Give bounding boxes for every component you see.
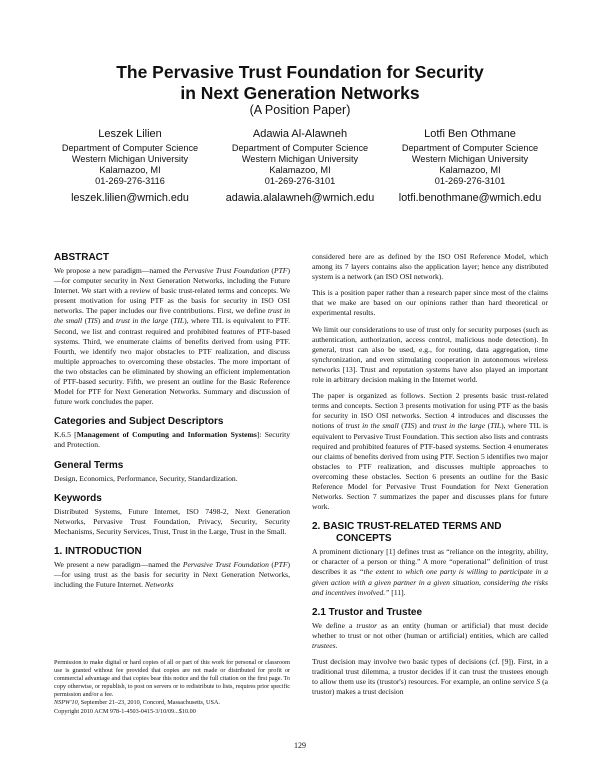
introduction-heading: 1. INTRODUCTION: [54, 545, 142, 557]
author-city: Kalamazoo, MI: [99, 165, 161, 175]
paragraph: We define a trustor as an entity (human or artificial) that must decide whether to trust or not other (human or artificial) entities, which are called trustees.: [312, 620, 548, 650]
conference-line: NSPW'10, September 21–23, 2010, Concord, Massachusetts, USA.: [54, 699, 220, 707]
author-univ: Western Michigan University: [241, 154, 359, 164]
categories-text: K.6.5 [Management of Computing and Information Systems]: Security and Protection.: [54, 430, 291, 450]
author-phone: 01-269-276-3101: [264, 176, 336, 186]
paper-title-line1: The Pervasive Trust Foundation for Security: [116, 62, 484, 82]
keywords-heading: Keywords: [54, 492, 102, 504]
section-2-text: A prominent dictionary [1] defines trust as “reliance on the integrity, ability, or character of a person or thing.” A more “operational” definition of trust describes it as “the extent to which one party is willing to participate in a given action with a given partner in a given situation, considering the risks and incentives involved.” [11].: [312, 547, 548, 597]
paragraph: considered here are as defined by the ISO OSI Reference Model, which among its 7 layers contains also the application layer; hence any distributed system is a network (an ISO OSI network).: [312, 252, 548, 282]
author-city: Kalamazoo, MI: [439, 165, 501, 175]
paragraph: This is a position paper rather than a research paper since most of the claims that we make are based on our opinions rather than hard theoretical or experimental results.: [312, 288, 548, 318]
author-block-3: [385, 127, 555, 204]
categories-heading: Categories and Subject Descriptors: [54, 416, 224, 428]
abstract-heading: ABSTRACT: [54, 252, 109, 263]
permission-text: Permission to make digital or hard copies of all or part of this work for personal or classroom use is granted without fee provided that copies are not made or distributed for profit or commercial advantage and that copies bear this notice and the full citation on the first page. To copy otherwise, or republish, to post on servers or to redistribute to lists, requires prior specific permission and/or a fee.: [54, 659, 290, 699]
introduction-text: We present a new paradigm—named the Pervasive Trust Foundation (PTF)—for using trust as the basis for security in Next Generation Networks, including the Future Internet. Networks: [54, 559, 291, 590]
author-univ: Western Michigan University: [411, 154, 529, 164]
author-dept: Department of Computer Science: [231, 143, 369, 153]
page-number: 129: [294, 741, 306, 750]
author-name: Adawia Al-Alawneh: [252, 128, 348, 140]
author-name: Leszek Lilien: [98, 128, 162, 140]
author-email[interactable]: leszek.lilien@wmich.edu: [71, 192, 189, 204]
author-name: Lotfi Ben Othmane: [424, 128, 516, 140]
author-city: Kalamazoo, MI: [269, 165, 331, 175]
general-terms-heading: General Terms: [54, 459, 124, 471]
author-phone: 01-269-276-3101: [434, 176, 506, 186]
author-email[interactable]: adawia.alalawneh@wmich.edu: [225, 192, 375, 204]
paper-title-line2: in Next Generation Networks: [180, 83, 420, 103]
author-univ: Western Michigan University: [71, 154, 189, 164]
author-phone: 01-269-276-3116: [95, 176, 165, 186]
paragraph: The paper is organized as follows. Section 2 presents basic trust-related terms and concepts. Section 3 presents motivation for using PTF as the basis for security in ISO OSI networks. Section 4 introduces and discusses the notions of trust in the small (TIS) and trust in the large (TIL), where TIL is equivalent to Pervasive Trust Foundation. This section also lists and contrasts required and prohibited features of PTF-based systems. Section 4 enumerates our claims of benefits derived from using PTF. Section 5 identifies two major obstacles to PTF realization, and discusses multiple approaches to overcoming these obstacles. Section 6 presents an outline for the Basic Reference Model for Pervasive Trust Foundation for Next Generation Networks. Section 7 summarizes the paper and discusses plans for future work.: [312, 391, 548, 512]
keywords-text: Distributed Systems, Future Internet, ISO 7498-2, Next Generation Networks, Pervasive Trust Foundation, Privacy, Security, Security Mechanisms, Security Services, Trust, Trust in the Large, Trust in the Small.: [54, 506, 290, 536]
abstract-text: We propose a new paradigm—named the Pervasive Trust Foundation (PTF)—for computer security in Next Generation Networks, including the Future Internet. We start with a review of basic trust-related terms and concepts. We present motivation for using PTF as the basis for security in ISO OSI networks. The paper includes our five contributions. First, we define trust in the small (TIS) and trust in the large (TIL), where TIL is equivalent to PTF. Second, we list and contrast required and prohibited features of PTF-based systems. Third, we enumerate claims of benefits derived from using PTF. Fourth, we identify two major obstacles to PTF realization, and discuss multiple approaches to overcoming these obstacles. The more important of the two obstacles can be eliminated by showing an efficient implementation of PTF-based security. Fifth, we present an outline for the Basic Reference Model for PTF for Next Generation Networks. Summary and discussion of future work concludes the paper.: [54, 266, 290, 407]
author-dept: Department of Computer Science: [401, 143, 539, 153]
paragraph: Trust decision may involve two basic types of decisions (cf. [9]). First, in a traditional trust dilemma, a trustor decides if it can trust the trustees enough to allow them use its (trustor's) resources. For example, an online service S (a trustor) makes a trust decision: [312, 657, 548, 697]
paper-subtitle: (A Position Paper): [249, 103, 351, 117]
left-column: [54, 252, 290, 596]
author-block-2: [215, 127, 385, 204]
copyright-line: Copyright 2010 ACM 978-1-4503-0415-3/10/09...$10.00: [54, 707, 196, 715]
author-block-1: [45, 127, 215, 204]
paper-title: [0, 62, 600, 104]
permission-notice: [54, 659, 290, 716]
author-dept: Department of Computer Science: [61, 143, 199, 153]
right-column: [312, 252, 548, 703]
paragraph: We limit our considerations to use of trust only for security purposes (such as authentication, authorization, access control, malicious node detection). In general, trust can also be used, e.g., for routing, data aggregation, time synchronization, and even stimulating cooperation in autonomous wireless networks [13]. Trust and reputation systems have also played an important role in arbitrary decision making in the Internet world.: [312, 324, 548, 385]
author-email[interactable]: lotfi.benothmane@wmich.edu: [398, 192, 542, 204]
general-terms-text: Design, Economics, Performance, Security, Standardization.: [54, 473, 238, 483]
section-2-1-heading: 2.1 Trustor and Trustee: [312, 606, 423, 618]
section-2-heading: 2. BASIC TRUST-RELATED TERMS AND CONCEPTS: [312, 521, 502, 545]
